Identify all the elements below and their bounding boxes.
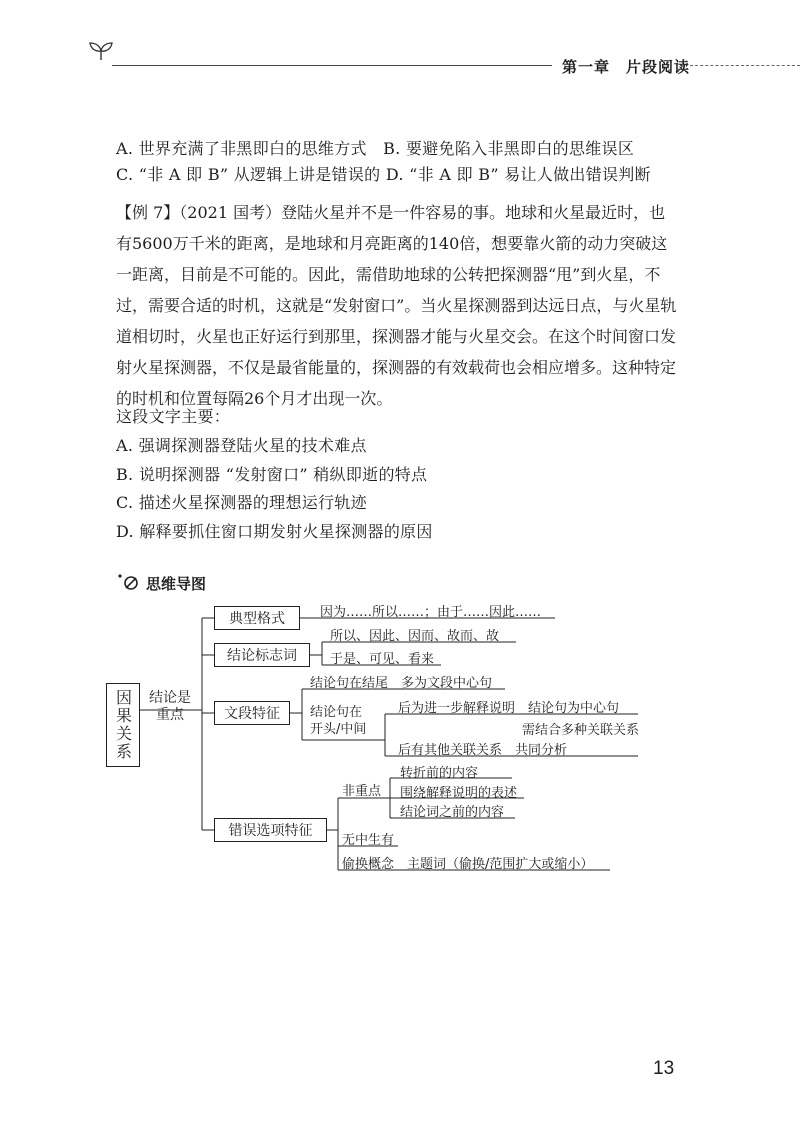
mindmap-root-sub: 结论是重点	[149, 690, 191, 723]
node-text-features: 文段特征	[214, 701, 290, 725]
typical-format-items: 因为……所以……；由于……因此……	[320, 605, 542, 620]
tf-other: 后有其他关联关系 共同分析	[398, 743, 568, 758]
option-c: C. 描述火星探测器的理想运行轨迹	[116, 493, 367, 512]
wo-n2: 围绕解释说明的表述	[400, 786, 518, 801]
example-passage-text: 登陆火星并不是一件容易的事。地球和火星最近时，也有5600万千米的距离，是地球和月亮距离的140倍，想要靠火箭的动力突破这一距离，目前是不可能的。因此，需借助地球的公转把探测器“甩”到火星，不过，需要合适的时机，这就是“发射窗口”。当火星探测器到达远日点，与火星轨道相切时，火星也正好运行到那里，探测器才能与火星交会。在这个时间窗口发射火星探测器，不仅是最省能量的，探测器的有效载荷也会相应增多。这种特定的时机和位置每隔26个月才出现一次。	[116, 203, 677, 408]
wo-fabricate: 无中生有	[342, 833, 395, 848]
example-source: （2021 国考）	[179, 203, 282, 222]
prev-options-line-2: C. “非 A 即 B” 从逻辑上讲是错误的 D. “非 A 即 B” 易让人做出错误判断	[116, 165, 651, 184]
node-marker-words: 结论标志词	[214, 643, 310, 667]
chapter-title: 第一章 片段阅读	[562, 58, 691, 76]
wo-n3: 结论词之前的内容	[400, 805, 505, 820]
prev-options-line-1: A. 世界充满了非黑即白的思维方式 B. 要避免陷入非黑即白的思维误区	[116, 139, 635, 158]
mindmap-root-box: 因果关系	[106, 683, 140, 767]
wo-n1: 转折前的内容	[400, 766, 479, 781]
mindmap-title: 思维导图	[146, 575, 207, 593]
page-number: 13	[653, 1058, 675, 1079]
wo-swap: 偷换概念 主题词（偷换/范围扩大或缩小）	[342, 857, 594, 872]
option-d: D. 解释要抓住窗口期发射火星探测器的原因	[116, 522, 433, 541]
marker-words-2: 于是、可见、看来	[330, 652, 435, 667]
option-a: A. 强调探测器登陆火星的技术难点	[116, 436, 367, 455]
tf-other-a: 需结合多种关联关系	[522, 723, 640, 738]
tf-end: 结论句在结尾 多为文段中心句	[310, 676, 493, 691]
example-label: 【例 7】	[116, 203, 180, 222]
tf-explain: 后为进一步解释说明 结论句为中心句	[398, 701, 620, 716]
wo-nonkey: 非重点	[342, 784, 382, 799]
node-wrong-options: 错误选项特征	[214, 818, 327, 842]
marker-words-1: 所以、因此、因而、故而、故	[330, 629, 500, 644]
option-b: B. 说明探测器 “发射窗口” 稍纵即逝的特点	[116, 465, 428, 484]
tf-start: 结论句在	[310, 705, 363, 720]
node-typical-format: 典型格式	[214, 606, 300, 630]
question-stem: 这段文字主要：	[116, 407, 231, 426]
tf-start-2: 开头/中间	[310, 722, 367, 737]
